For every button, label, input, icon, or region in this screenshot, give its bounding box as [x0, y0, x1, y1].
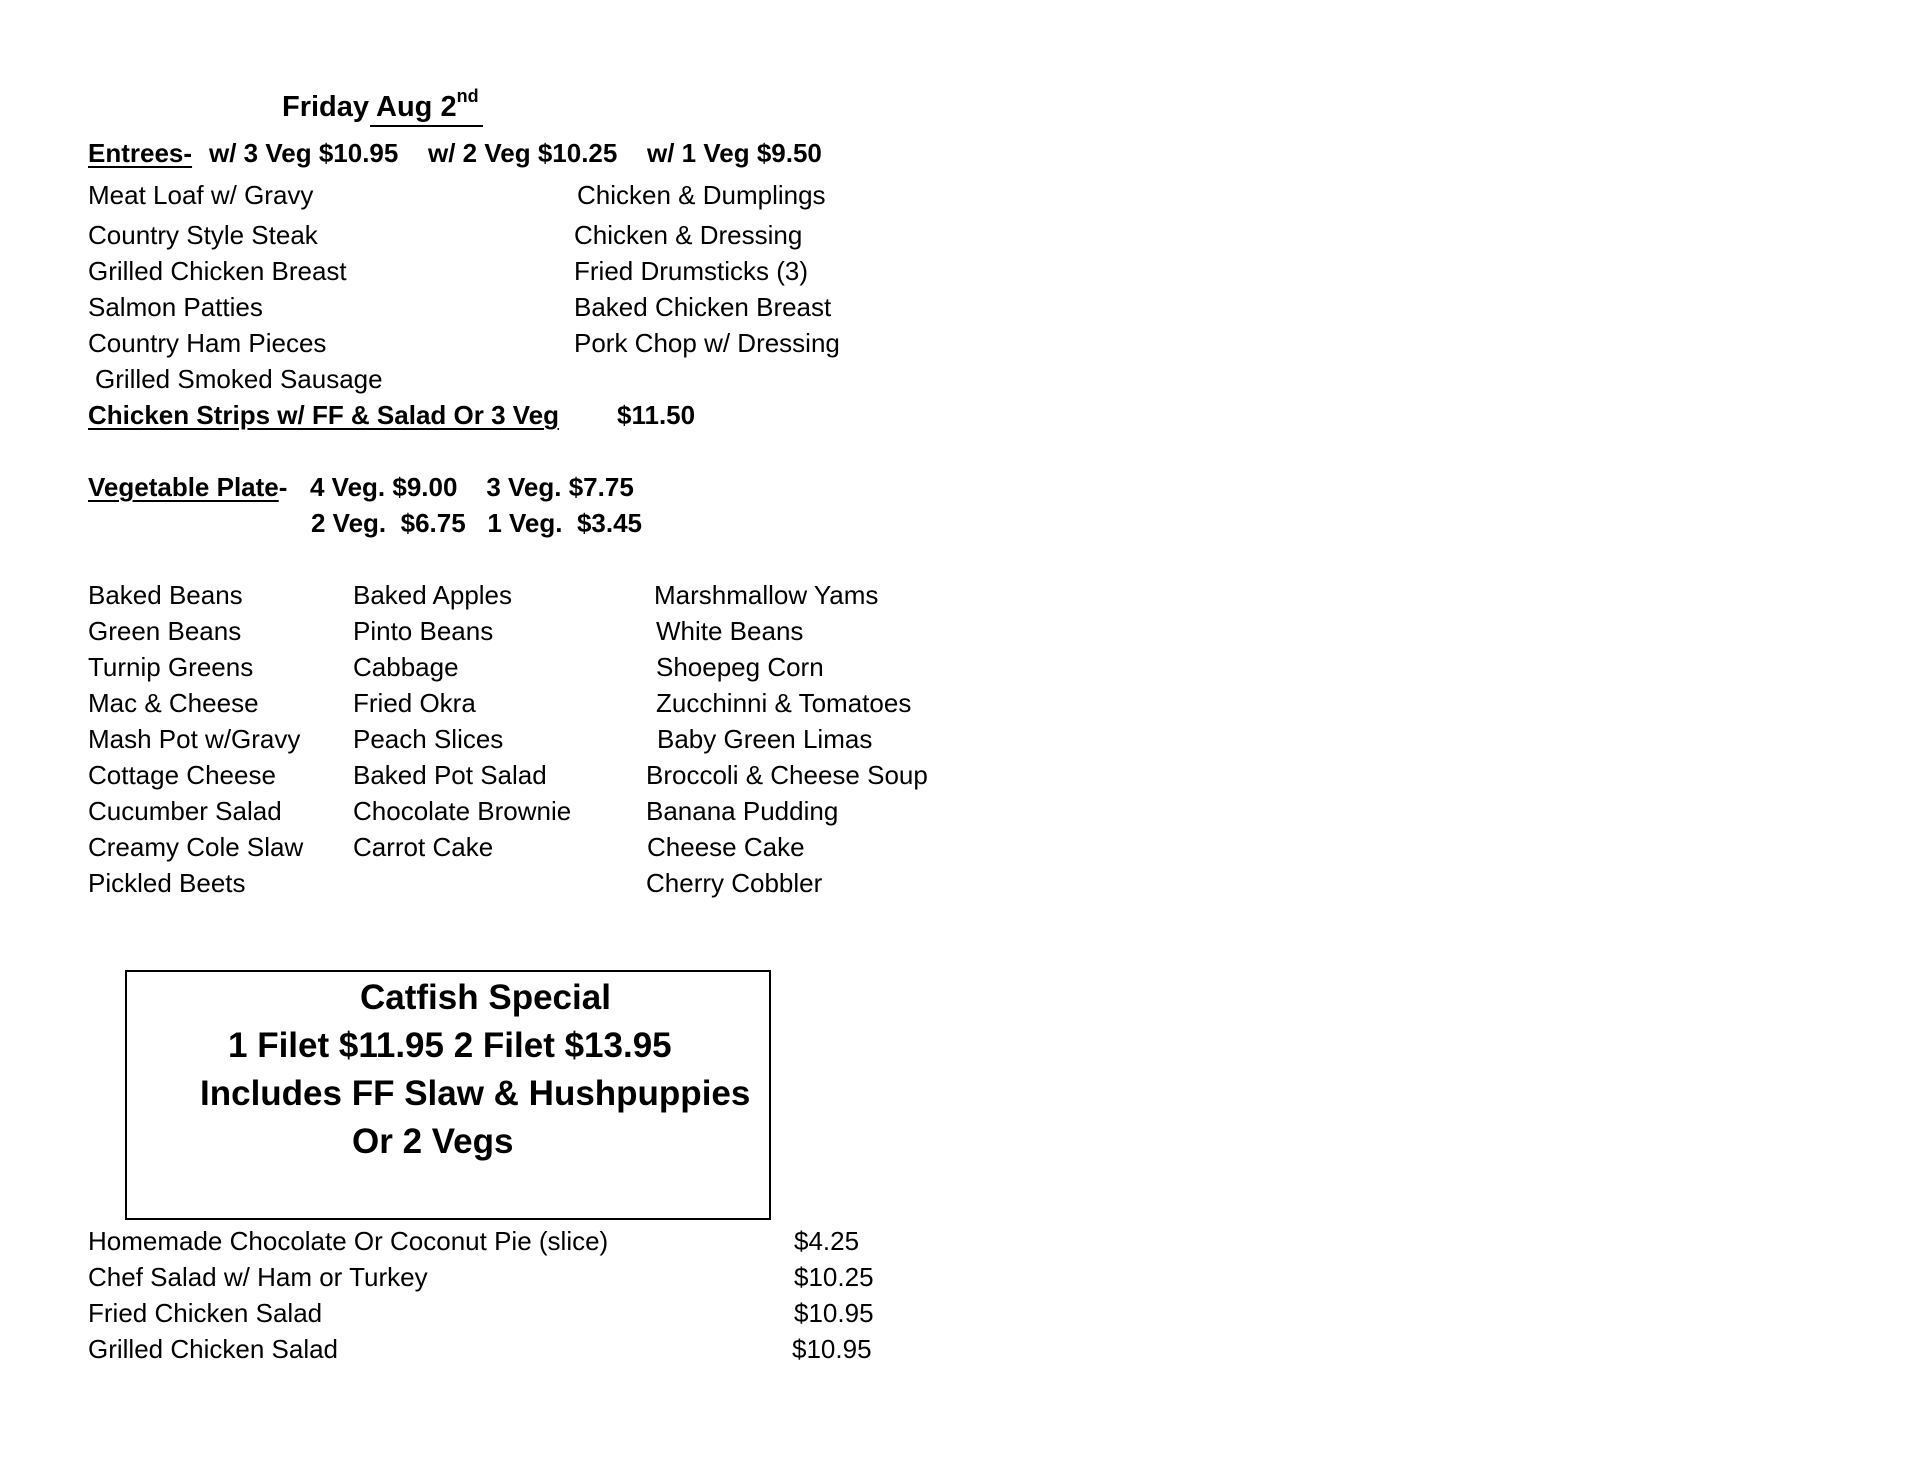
side-item: Chocolate Brownie — [353, 796, 572, 826]
catfish-includes: Includes FF Slaw & Hushpuppies — [200, 1074, 751, 1113]
menu-date-title — [282, 86, 479, 124]
entrees-price-1veg: w/ 1 Veg $9.50 — [647, 138, 822, 168]
entree-item: Fried Drumsticks (3) — [574, 256, 809, 286]
side-item: Marshmallow Yams — [654, 580, 879, 610]
side-item: Shoepeg Corn — [656, 652, 824, 682]
side-item: White Beans — [656, 616, 804, 646]
side-item: Peach Slices — [353, 724, 504, 754]
entrees-header — [88, 138, 192, 168]
entree-item: Meat Loaf w/ Gravy — [88, 180, 314, 210]
catfish-prices: 1 Filet $11.95 2 Filet $13.95 — [228, 1026, 672, 1065]
entree-item: Country Ham Pieces — [88, 328, 327, 358]
vegetable-plate-prices-line2: 2 Veg. $6.75 1 Veg. $3.45 — [311, 508, 643, 538]
side-item: Cheese Cake — [647, 832, 805, 862]
entrees-label: Entrees- — [88, 138, 193, 168]
date-suffix: nd — [456, 86, 479, 106]
vegetable-plate-header — [88, 472, 287, 502]
side-item: Cabbage — [353, 652, 459, 682]
entree-item: Salmon Patties — [88, 292, 263, 322]
extra-item-price: $10.95 — [794, 1298, 874, 1328]
side-item: Green Beans — [88, 616, 242, 646]
extra-item-price: $4.25 — [794, 1226, 860, 1256]
extra-item-price: $10.25 — [794, 1262, 874, 1292]
entrees-price-3veg: w/ 3 Veg $10.95 — [209, 138, 399, 168]
extra-item-name: Chef Salad w/ Ham or Turkey — [88, 1262, 428, 1292]
day-label: Friday — [282, 91, 370, 123]
vegetable-plate-dash: - — [278, 472, 288, 502]
side-item: Cottage Cheese — [88, 760, 276, 790]
side-item: Pickled Beets — [88, 868, 246, 898]
entrees-price-2veg: w/ 2 Veg $10.25 — [428, 138, 618, 168]
side-item: Pinto Beans — [353, 616, 494, 646]
side-item: Turnip Greens — [88, 652, 254, 682]
side-item: Baked Apples — [353, 580, 513, 610]
side-item: Broccoli & Cheese Soup — [646, 760, 928, 790]
date-underline — [370, 125, 483, 127]
date-label: Aug 2 — [376, 91, 457, 123]
side-item: Cherry Cobbler — [646, 868, 823, 898]
side-item: Cucumber Salad — [88, 796, 282, 826]
extra-item-name: Grilled Chicken Salad — [88, 1334, 339, 1364]
entree-item: Country Style Steak — [88, 220, 318, 250]
entree-item: Chicken & Dumplings — [577, 180, 826, 210]
entree-item: Chicken & Dressing — [574, 220, 803, 250]
chicken-strips-price: $11.50 — [617, 400, 696, 430]
side-item: Fried Okra — [353, 688, 476, 718]
vegetable-plate-prices-line1: 4 Veg. $9.00 3 Veg. $7.75 — [310, 472, 634, 502]
entree-item: Grilled Smoked Sausage — [95, 364, 383, 394]
entree-item: Pork Chop w/ Dressing — [574, 328, 840, 358]
entree-item: Baked Chicken Breast — [574, 292, 832, 322]
entree-item: Grilled Chicken Breast — [88, 256, 347, 286]
catfish-title: Catfish Special — [360, 978, 611, 1017]
side-item: Zucchinni & Tomatoes — [656, 688, 912, 718]
side-item: Banana Pudding — [646, 796, 839, 826]
extra-item-name: Homemade Chocolate Or Coconut Pie (slice) — [88, 1226, 609, 1256]
chicken-strips-label: Chicken Strips w/ FF & Salad Or 3 Veg — [88, 400, 560, 430]
side-item: Mash Pot w/Gravy — [88, 724, 301, 754]
side-item: Creamy Cole Slaw — [88, 832, 304, 862]
side-item: Baked Pot Salad — [353, 760, 547, 790]
catfish-alt: Or 2 Vegs — [352, 1122, 514, 1161]
side-item: Baked Beans — [88, 580, 243, 610]
side-item: Mac & Cheese — [88, 688, 259, 718]
extra-item-name: Fried Chicken Salad — [88, 1298, 323, 1328]
vegetable-plate-label: Vegetable Plate — [88, 472, 279, 502]
side-item: Carrot Cake — [353, 832, 494, 862]
side-item: Baby Green Limas — [657, 724, 873, 754]
extra-item-price: $10.95 — [792, 1334, 872, 1364]
